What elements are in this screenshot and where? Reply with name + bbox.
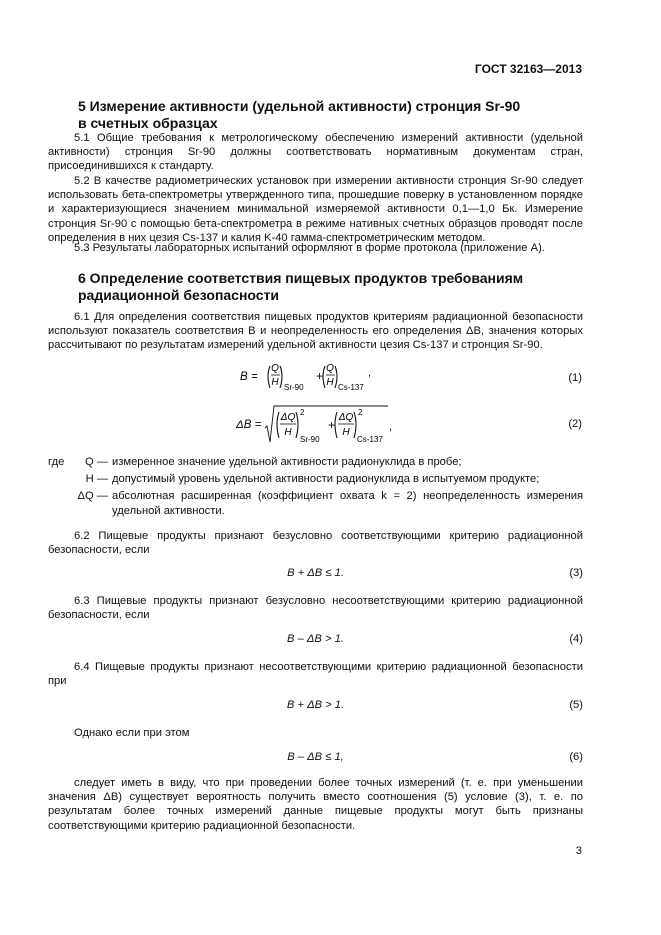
eq1-num-a: Q bbox=[271, 363, 279, 374]
eq2-num-b: ΔQ bbox=[338, 412, 354, 423]
eq2-exp-a: 2 bbox=[300, 408, 305, 417]
eq1-plus: + bbox=[316, 369, 324, 383]
eq2-number: (2) bbox=[568, 418, 582, 430]
eq1-lhs: B = bbox=[240, 371, 258, 383]
eq5-number: (5) bbox=[569, 699, 583, 711]
symbol-definitions bbox=[48, 455, 583, 518]
equation-5 bbox=[48, 699, 583, 717]
section-5-title bbox=[78, 98, 583, 132]
where-label: где bbox=[48, 456, 65, 468]
paragraph-final: следует иметь в виду, что при проведении более точных измерений (т. е. при уменьшении значения ΔB) существует вероятность получить вместо соотношения (5) условие (3), т. е. по результатам более точных измерений данные пищевые продукты могут быть признаны соответствующими критерию радиационной безопасности. bbox=[48, 777, 583, 832]
page-number: 3 bbox=[575, 845, 582, 857]
eq4-number: (4) bbox=[569, 633, 583, 645]
definition-h-symbol: H — bbox=[85, 473, 108, 486]
definition-q-symbol: Q — bbox=[85, 456, 108, 468]
eq1-tail: , bbox=[368, 367, 372, 379]
paragraph-5-2: 5.2 В качестве радиометрических установок при измерении активности стронция Sr-90 следует использовать бета-спектрометры утвержденного типа, прошедшие поверку в установленном порядке и характеризующиеся значением минимальной измеряемой активности 0,1—1,0 Бк. Измерение стронция Sr-90 с помощью бета-спектрометра в режиме нативных счетных образцов проводят после определения в них цезия Cs-137 и калия K-40 гамма-спектрометрическим методом. bbox=[48, 175, 583, 244]
paragraph-however: Однако если при этом bbox=[74, 727, 190, 739]
paragraph-6-2: 6.2 Пищевые продукты признают безусловно соответствующими критерию радиационной безопасности, если bbox=[48, 530, 583, 557]
eq1-number: (1) bbox=[568, 372, 582, 384]
section-5-title-line2: в счетных образцах bbox=[78, 115, 218, 131]
equation-4 bbox=[48, 633, 583, 651]
paragraph-6-3: 6.3 Пищевые продукты признают безусловно несоответствующими критерию радиационной безопасности, если bbox=[48, 595, 583, 622]
definition-q bbox=[48, 455, 583, 469]
paragraph-6-1: 6.1 Для определения соответствия пищевых продуктов критериям радиационной безопасности используют показатель соответствия B и неопределенность его определения ΔB, значения которых рассчитывают по результатам измерений удельной активности цезия Cs-137 и стронция Sr-90. bbox=[48, 311, 583, 352]
eq2-tail: , bbox=[389, 421, 393, 433]
definition-dq-symbol: ΔQ — bbox=[77, 490, 108, 503]
equation-1 bbox=[240, 356, 390, 396]
eq1-num-b: Q bbox=[326, 363, 334, 374]
equation-3 bbox=[48, 567, 583, 585]
eq1-sub-b: Cs-137 bbox=[338, 383, 364, 392]
paragraph-6-4: 6.4 Пищевые продукты признают несоответствующими критерию радиационной безопасности при bbox=[48, 661, 583, 688]
section-5-title-line1: 5 Измерение активности (удельной активности) стронция Sr-90 bbox=[78, 98, 521, 114]
equation-6 bbox=[48, 751, 583, 769]
definition-h-text: допустимый уровень удельной активности радионуклида в испытуемом продукте; bbox=[112, 473, 540, 486]
eq3-number: (3) bbox=[569, 567, 583, 579]
eq3-expression: B + ΔB ≤ 1. bbox=[287, 567, 344, 579]
eq6-number: (6) bbox=[569, 751, 583, 763]
definition-dq-text: абсолютная расширенная (коэффициент охвата k = 2) неопределенность измерения удельной активности. bbox=[112, 490, 583, 517]
eq6-expression: B – ΔB ≤ 1, bbox=[287, 751, 344, 763]
section-6-title-line2: радиационной безопасности bbox=[78, 287, 280, 303]
eq5-expression: B + ΔB > 1. bbox=[286, 699, 345, 711]
eq2-exp-b: 2 bbox=[358, 408, 363, 417]
eq2-num-a: ΔQ bbox=[280, 412, 296, 423]
paragraph-5-3: 5.3 Результаты лабораторных испытаний оформляют в форме протокола (приложение А). bbox=[74, 242, 545, 254]
eq2-den-b: H bbox=[342, 427, 350, 438]
eq2-den-a: H bbox=[284, 427, 292, 438]
eq1-sub-a: Sr-90 bbox=[284, 383, 304, 392]
eq2-sub-b: Cs-137 bbox=[357, 435, 383, 444]
definition-dq bbox=[48, 489, 583, 517]
eq2-plus: + bbox=[328, 418, 336, 432]
section-6-title bbox=[78, 270, 583, 304]
definition-q-text: измеренное значение удельной активности радионуклида в пробе; bbox=[112, 456, 462, 468]
definition-h bbox=[48, 472, 583, 486]
paragraph-5-1: 5.1 Общие требования к метрологическому обеспечению измерений активности (удельной активности) стронция Sr-90 должны соответствовать нормативным документам стран, присоединившихся к стандарту. bbox=[48, 132, 583, 173]
eq2-sub-a: Sr-90 bbox=[300, 435, 320, 444]
section-6-title-line1: 6 Определение соответствия пищевых продуктов требованиям bbox=[78, 270, 524, 286]
eq1-den-b: H bbox=[326, 377, 334, 388]
standard-header: ГОСТ 32163—2013 bbox=[474, 62, 582, 76]
equation-2 bbox=[236, 402, 396, 448]
eq1-den-a: H bbox=[271, 377, 279, 388]
eq4-expression: B – ΔB > 1. bbox=[287, 633, 344, 645]
eq2-lhs: ΔB = bbox=[236, 419, 262, 431]
